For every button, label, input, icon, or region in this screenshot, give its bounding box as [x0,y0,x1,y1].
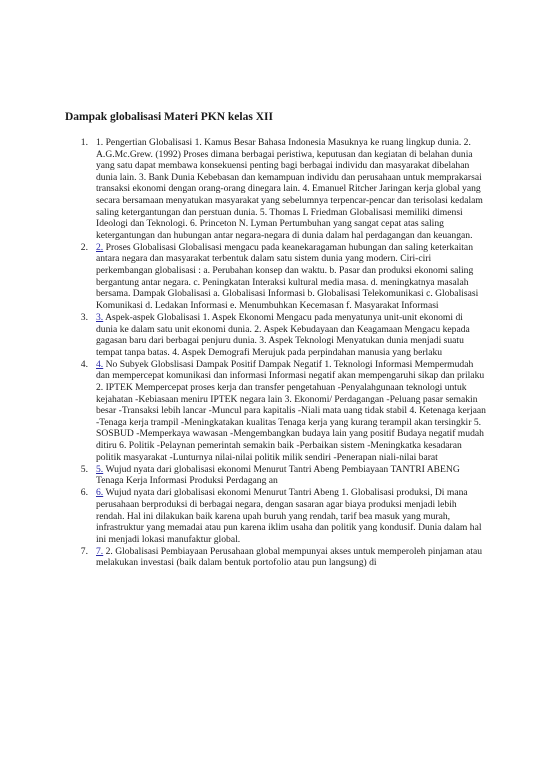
item-text: Aspek-aspek Globalisasi 1. Aspek Ekonomi Mengacu pada menyatunya unit-unit ekonomi di dunia ke dalam satu unit ekonomi dunia. 2. Aspek Kebudayaan dan Keagamaan Mengacu kepada gagasan baru dari berbagai penjuru dunia. 3. Aspek Teknologi Menyatukan dunia menjadi suatu tempat tanpa batas. 4. Aspek Demografi Merujuk pada perpindahan manusia yang berlaku [96,311,470,358]
item-number: 5. [80,463,88,475]
item-number: 7. [80,545,88,557]
item-number: 6. [80,487,88,499]
item-number: 4. [80,358,88,370]
item-link[interactable]: 6. [96,487,104,499]
item-text: 1. Pengertian Globalisasi 1. Kamus Besar Bahasa Indonesia Masuknya ke ruang lingkup dunia. 2. A.G.Mc.Grew. (1992) Proses dimana berbagai peristiwa, keputusan dan kegiatan di belahan dunia yang satu dapat membawa konsekuensi penting bagi berbagai individu dan masyarakat dibelahan dunia lain. 3. Bank Dunia Kebebasan dan kemampuan individu dan perusahaan untuk memprakarsai transaksi ekonomi dengan orang-orang dinegara lain. 4. Emanuel Ritcher Jaringan kerja global yang secara bersamaan menyatukan masyarakat yang sebelumnya terpencar-pencar dan terisolasi kedalam saling ketergantungan dan perstuan dunia. 5. Thomas L Friedman Globalisasi memiliki dimensi Ideologi dan Teknologi. 6. Princeton N. Lyman Pertumbuhan yang sangat cepat atas saling ketergantungan dan hubungan antar negara-negara di dunia dalam hal perdagangan dan keuangan. [96,137,483,241]
list-item [80,358,486,463]
document-title: Dampak globalisasi Materi PKN kelas XII [65,111,273,123]
list-item [80,545,486,569]
item-link[interactable]: 4. [96,358,104,370]
item-number: 2. [80,241,88,253]
item-link[interactable]: 5. [96,463,104,475]
item-text: Wujud nyata dari globalisasi ekonomi Menurut Tantri Abeng Pembiayaan TANTRI ABENG Tenaga Kerja Informasi Produksi Perdagang an [96,463,460,487]
list-item [80,487,486,545]
list-item [80,311,486,358]
item-number: 1. [80,137,88,148]
item-number: 3. [80,311,88,323]
item-link[interactable]: 3. [96,311,104,323]
item-text: Wujud nyata dari globalisasi ekonomi Menurut Tantri Abeng 1. Globalisasi produksi, Di mana perusahaan berproduksi di berbagai negara, dengan sasaran agar biaya produksi menjadi lebih rendah. Hal ini dilakukan baik karena upah buruh yang rendah, tarif bea masuk yang murah, infrastruktur yang memadai atau pun karena iklim usaha dan politik yang kondusif. Dunia dalam hal ini menjadi lokasi manufaktur global. [96,487,482,545]
item-link[interactable]: 7. [96,545,104,557]
list-item [80,241,486,312]
item-link[interactable]: 2. [96,241,104,253]
item-text: No Subyek Globslisasi Dampak Positif Dampak Negatif 1. Teknologi Informasi Mempermudah dan mempercepat komunikasi dan informasi Informasi negatif akan mempengaruhi sikap dan prilaku 2. IPTEK Mempercepat proses kerja dan transfer pengetahuan -Penyalahgunaan teknologi untuk kejahatan -Kebiasaan meniru IPTEK negara lain 3. Ekonomi/ Perdagangan -Peluang pasar semakin besar -Transaksi lebih lancar -Muncul para kapitalis -Niali mata uang tidak stabil 4. Ketenaga kerjaan -Tenaga kerja trampil -Meningkatakan kualitas Tenaga kerja yang kurang terampil akan tersingkir 5. SOSBUD -Memperkaya wawasan -Mengembangkan budaya lain yang positif Budaya negatif mudah ditiru 6. Politik -Pelaynan pemerintah semakin baik -Perbaikan sistem -Meningkatka kesadaran politik masyarakat -Lunturnya nilai-nilai politik milik sendiri -Penerapan niali-nilai barat [96,358,486,463]
content-list [80,137,486,569]
item-text: 2. Globalisasi Pembiayaan Perusahaan global mempunyai akses untuk memperoleh pinjaman atau melakukan investasi (baik dalam bentuk portofolio atau pun langsung) di [96,545,483,569]
list-item [80,463,486,487]
list-item [80,137,486,241]
item-text: Proses Globalisasi Globalisasi mengacu pada keanekaragaman hubungan dan saling keterkaitan antara negara dan masyarakat terbentuk dalam satu sistem dunia yang modern. Ciri-ciri perkembangan globalisasi : a. Perubahan konsep dan waktu. b. Pasar dan produksi ekonomi saling bergantung antar negara. c. Peningkatan Interaksi kultural media masa. d. meningkatnya masalah bersama. Dampak Globalisasi a. Globalisasi Informasi b. Globalisasi Telekomunikasi c. Globalisasi Komunikasi d. Ledakan Informasi e. Menumbuhkan Kecemasan f. Masyarakat Informasi [96,241,479,311]
